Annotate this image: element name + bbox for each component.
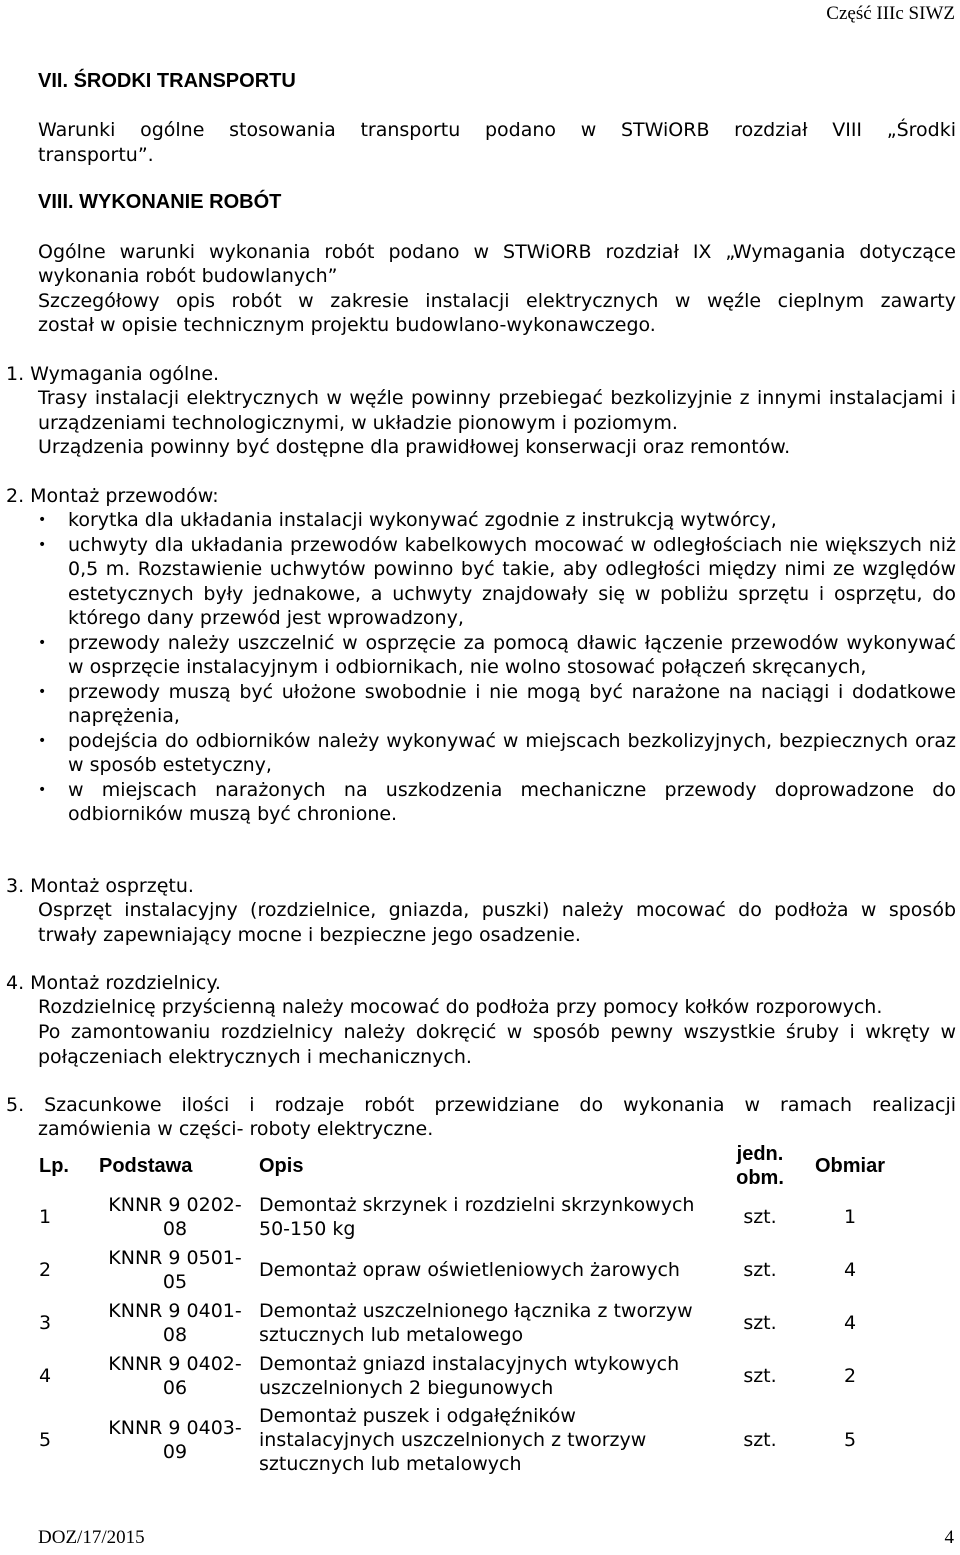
section-text-line: został w opisie technicznym projektu budowlano-wykonawczego. [38, 314, 656, 336]
section-heading-works: VIII. WYKONANIE ROBÓT [38, 191, 282, 213]
page-header: Część IIIc SIWZ [826, 3, 955, 24]
list-item: • korytka dla układania instalacji wykonywać zgodnie z instrukcją wytwórcy, [38, 509, 777, 531]
bullet-icon: • [38, 634, 47, 651]
table-row [35, 1402, 899, 1478]
paragraph: Rozdzielnicę przyścienną należy mocować do podłoża przy pomocy kołków rozporowych. [38, 996, 883, 1018]
col-header-podstawa: Podstawa [99, 1155, 193, 1177]
bullet-icon: • [38, 781, 47, 798]
table-row [35, 1349, 899, 1402]
cell-obmiar: 1 [843, 1205, 857, 1228]
list-item: • przewody muszą być ułożone swobodnie i nie mogą być narażone na naciągi i dodatkowe naprężenia, [38, 680, 956, 727]
table-row [35, 1190, 899, 1243]
cell-lp: 3 [39, 1311, 52, 1334]
subsection-title: 3. Montaż osprzętu. [6, 875, 194, 897]
cell-podstawa: KNNR 9 0501-05 [108, 1246, 242, 1293]
cell-opis: Demontaż uszczelnionego łącznika z tworzyw sztucznych lub metalowego [259, 1299, 693, 1346]
subsection-title: 2. Montaż przewodów: [6, 485, 219, 507]
cell-opis: Demontaż skrzynek i rozdzielni skrzynkowych 50-150 kg [259, 1193, 695, 1240]
cell-opis: Demontaż gniazd instalacyjnych wtykowych uszczelnionych 2 biegunowych [259, 1352, 680, 1399]
works-table [35, 1142, 899, 1478]
section-text-line: Ogólne warunki wykonania robót podano w STWiORB rozdział IX „Wymagania dotyczące [38, 241, 956, 263]
section-text-line: Szczegółowy opis robót w zakresie instalacji elektrycznych w węźle cieplnym zawarty [38, 290, 956, 312]
subsection-title-cont: zamówienia w części- roboty elektryczne. [38, 1118, 434, 1140]
cell-lp: 1 [39, 1205, 52, 1228]
cell-jedn: szt. [743, 1205, 777, 1228]
cell-jedn: szt. [743, 1311, 777, 1334]
subsection-title: 5. Szacunkowe ilości i rodzaje robót przewidziane do wykonania w ramach realizacji [6, 1094, 956, 1116]
list-item: • uchwyty dla układania przewodów kabelkowych mocować w odległościach nie większych niż 0,5 m. Rozstawienie uchwytów powinno być takie, aby odległości między nimi ze względów estetycznych były jednakowe, a uchwyty znajdowały się w pobliżu sprzętu i osprzętu, do którego dany przewód jest wprowadzony, [38, 533, 956, 629]
cell-jedn: szt. [743, 1364, 777, 1387]
section-text-line: transportu”. [38, 144, 154, 166]
cell-obmiar: 5 [843, 1429, 857, 1451]
footer-page-number: 4 [944, 1527, 954, 1548]
cell-jedn: szt. [743, 1429, 777, 1451]
bullet-icon: • [38, 512, 47, 528]
cell-obmiar: 4 [843, 1311, 857, 1334]
bullet-icon: • [38, 683, 47, 700]
subsection-title: 4. Montaż rozdzielnicy. [6, 972, 221, 994]
cell-podstawa: KNNR 9 0402-06 [108, 1352, 242, 1399]
paragraph: Po zamontowaniu rozdzielnicy należy dokręcić w sposób pewny wszystkie śruby i wkręty w połączeniach elektrycznych i mechanicznych. [38, 1021, 956, 1068]
table-row [35, 1296, 899, 1349]
col-header-lp: Lp. [39, 1155, 69, 1177]
cell-podstawa: KNNR 9 0202-08 [108, 1193, 242, 1240]
col-header-obmiar: Obmiar [814, 1155, 886, 1177]
list-item: • podejścia do odbiorników należy wykonywać w miejscach bezkolizyjnych, bezpiecznych oraz w sposób estetyczny, [38, 729, 956, 776]
section-heading-transport: VII. ŚRODKI TRANSPORTU [38, 70, 296, 92]
cell-podstawa: KNNR 9 0403-09 [108, 1417, 242, 1463]
bullet-list [38, 508, 956, 827]
table-row [35, 1243, 899, 1296]
list-item: • w miejscach narażonych na uszkodzenia mechaniczne przewody doprowadzone do odbiorników muszą być chronione. [38, 778, 956, 825]
bullet-icon: • [38, 536, 47, 553]
cell-podstawa: KNNR 9 0401-08 [108, 1299, 242, 1346]
table-header-row [35, 1142, 899, 1190]
list-item: • przewody należy uszczelnić w osprzęcie za pomocą dławic łączenie przewodów wykonywać w osprzęcie instalacyjnym i odbiornikach, nie wolno stosować połączeń skręcanych, [38, 631, 956, 678]
section-text-line: Warunki ogólne stosowania transportu podano w STWiORB rozdział VIII „Środki [38, 119, 956, 141]
footer-doc-id: DOZ/17/2015 [38, 1527, 145, 1548]
paragraph: Urządzenia powinny być dostępne dla prawidłowej konserwacji oraz remontów. [38, 436, 791, 458]
bullet-icon: • [38, 732, 47, 749]
cell-opis: Demontaż opraw oświetleniowych żarowych [259, 1258, 680, 1281]
col-header-opis: Opis [259, 1155, 304, 1177]
cell-obmiar: 2 [843, 1364, 857, 1387]
cell-jedn: szt. [743, 1258, 777, 1281]
paragraph: Trasy instalacji elektrycznych w węźle powinny przebiegać bezkolizyjnie z innymi instalacjami i urządzeniami technologicznymi, w układzie pionowym i poziomym. [38, 387, 956, 434]
cell-lp: 5 [39, 1429, 52, 1451]
col-header-jedn: jedn. obm. [736, 1143, 784, 1189]
section-text-line: wykonania robót budowlanych” [38, 265, 338, 287]
cell-lp: 4 [39, 1364, 52, 1387]
subsection-title: 1. Wymagania ogólne. [6, 363, 220, 385]
cell-lp: 2 [39, 1258, 52, 1281]
cell-opis: Demontaż puszek i odgałęźników instalacyjnych uszczelnionych z tworzyw sztucznych lub metalowych [259, 1405, 647, 1475]
paragraph: Osprzęt instalacyjny (rozdzielnice, gniazda, puszki) należy mocować do podłoża w sposób trwały zapewniający mocne i bezpieczne jego osadzenie. [38, 899, 956, 946]
cell-obmiar: 4 [843, 1258, 857, 1281]
